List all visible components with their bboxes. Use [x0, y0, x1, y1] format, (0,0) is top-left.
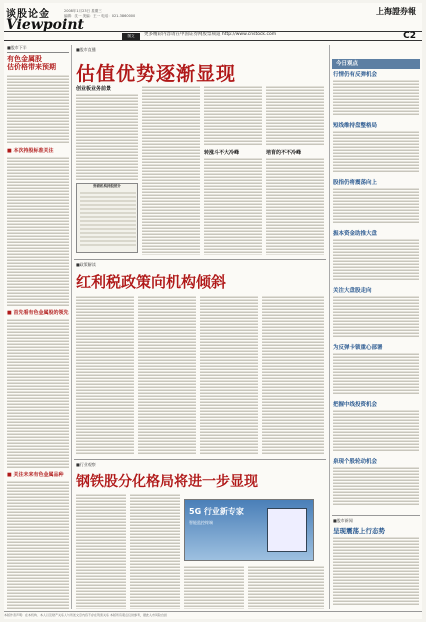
body-text-block — [333, 130, 419, 172]
body-text-block — [76, 493, 126, 609]
section-divider — [332, 515, 420, 516]
page-number: C2 — [403, 31, 416, 41]
table-row — [80, 236, 136, 238]
body-text-block — [7, 318, 69, 468]
body-text-block — [333, 409, 419, 451]
opinion-item — [333, 345, 419, 394]
section-tag: ■政策解读 — [76, 262, 96, 267]
holdings-table — [76, 183, 138, 253]
section-name-en: Viewpoint — [6, 17, 84, 33]
bar-text: 更多精彩内容请在中国证券网股票频道 http://www.cnstock.com — [144, 32, 277, 37]
opinion-title: 泉现个股轮动机会 — [333, 459, 378, 465]
opinion-title: 短线维持盘整格局 — [333, 123, 378, 129]
main-headline: 估值优势逐渐显现 — [76, 63, 237, 85]
table-row — [80, 212, 136, 214]
body-text-block — [333, 352, 419, 394]
table-row — [80, 232, 136, 234]
opinion-item — [333, 527, 419, 606]
body-text-block — [333, 466, 419, 506]
section-tag: ■行业观察 — [76, 462, 96, 467]
subheading: 转涨斗不大冷峰 — [204, 150, 240, 156]
right-column — [332, 45, 420, 611]
opinion-title: 股指仍将震荡向上 — [333, 180, 378, 186]
opinion-item — [333, 180, 419, 223]
opinion-item — [333, 288, 419, 337]
table-row — [80, 196, 136, 198]
column-tag: ■股市下半 — [7, 45, 69, 53]
opinion-item — [333, 123, 419, 172]
body-text-block — [333, 238, 419, 280]
table-row — [80, 224, 136, 226]
body-text-block — [7, 480, 69, 610]
body-text-block — [184, 565, 244, 609]
table-row — [80, 216, 136, 218]
opinion-item — [333, 231, 419, 280]
subheading: ■ 本次持股标准关注 — [7, 148, 54, 154]
opinion-item — [333, 402, 419, 451]
subheading: 培育的不不冷峰 — [266, 150, 302, 156]
table-row — [80, 200, 136, 202]
section-tag: ■股市新闻 — [333, 518, 353, 523]
main-area — [74, 45, 326, 611]
body-text-block — [7, 74, 69, 144]
newspaper-logo: 上海證券報 — [376, 6, 416, 16]
body-text-block — [200, 295, 258, 455]
body-text-block — [248, 565, 324, 609]
table-row — [80, 208, 136, 210]
table-row — [80, 240, 136, 242]
table-row — [80, 192, 136, 194]
body-text-block — [333, 295, 419, 337]
opinion-title: 关注大盘股走向 — [333, 288, 372, 294]
newspaper-page — [4, 3, 422, 619]
policy-headline: 红利税政策向机构倾斜 — [76, 273, 227, 291]
issue-date: 2008年1月23日 星期三 — [64, 9, 102, 13]
ad-title: 5G 行业新专家 — [189, 507, 244, 516]
main-tag: ■股市直播 — [76, 47, 96, 52]
body-text-block — [76, 295, 134, 455]
table-row — [80, 204, 136, 206]
advertisement[interactable] — [184, 499, 314, 561]
body-text-block — [266, 85, 324, 145]
table-row — [80, 228, 136, 230]
column-divider — [71, 45, 72, 609]
body-text-block — [262, 295, 324, 455]
editor-line: 编辑：沈一 美编：王一 电话：021-3860000 — [64, 14, 136, 18]
body-text-block — [7, 156, 69, 306]
opinion-title: 呈现震荡上行态势 — [333, 527, 385, 535]
table-row — [80, 244, 136, 246]
steel-headline: 钢铁股分化格局将进一步显现 — [76, 474, 258, 490]
opinion-title: 行情仍有反弹机会 — [333, 72, 378, 78]
subheading: ■ 关注未来有色金属品种 — [7, 472, 64, 478]
column-header: 今日观点 — [332, 59, 420, 69]
body-text-block — [204, 157, 262, 255]
body-text-block — [333, 187, 419, 223]
device-image — [267, 508, 307, 552]
body-text-block — [204, 85, 262, 145]
article-headline: 有色金属股 估价格带来预期 — [7, 55, 56, 71]
bar-tag: 图文 — [122, 33, 140, 40]
table-row — [80, 220, 136, 222]
body-text-block — [142, 85, 200, 255]
body-text-block — [333, 536, 419, 606]
left-column-article — [7, 45, 69, 611]
body-text-block — [333, 79, 419, 115]
opinion-title: 振本资金助推大盘 — [333, 231, 378, 237]
footer-disclaimer: 本版作者声明：在本机构、本人以及财产关系人与所述文章内容不存在利害关系 本版所有观点仅供参考，据此入市风险自担 — [4, 611, 422, 617]
section-divider — [74, 259, 326, 260]
opinion-title: 把握中线投资机会 — [333, 402, 378, 408]
table-title: 券商机构持股统计 — [93, 184, 121, 188]
section-name: 谈股论金 — [6, 9, 50, 20]
subheading: 创业板业务前景 — [76, 86, 112, 92]
section-divider — [74, 459, 326, 460]
body-text-block — [76, 93, 138, 181]
opinion-item — [333, 72, 419, 115]
body-text-block — [266, 157, 324, 255]
body-text-block — [138, 295, 196, 455]
opinion-title: 为反弹卡锁重心部署 — [333, 345, 383, 351]
column-divider — [329, 45, 330, 609]
masthead — [4, 3, 422, 45]
masthead-bar — [4, 31, 422, 41]
ad-subtitle: 智能监控终端 — [189, 520, 213, 525]
body-text-block — [130, 493, 180, 609]
opinion-item — [333, 459, 419, 506]
subheading: ■ 首先看有色金属股的领先 — [7, 310, 69, 316]
